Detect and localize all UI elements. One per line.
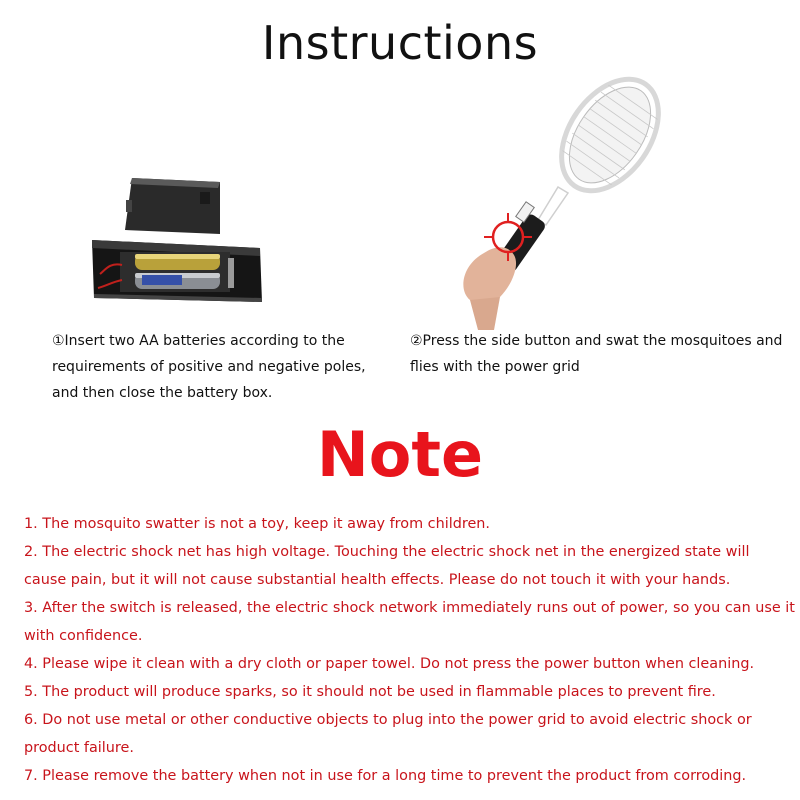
swatter-hand-icon — [450, 75, 680, 330]
step-2-caption: ②Press the side button and swat the mosquitoes and flies with the power grid — [410, 333, 783, 375]
note-heading: Note — [316, 418, 484, 491]
note-list — [24, 510, 796, 790]
note-item: 6. Do not use metal or other conductive objects to plug into the power grid to avoid electric shock or product failure. — [24, 712, 752, 756]
note-item: 1. The mosquito swatter is not a toy, keep it away from children. — [24, 516, 490, 532]
note-item: 2. The electric shock net has high voltage. Touching the electric shock net in the energized state will cause pain, but it will not cause substantial health effects. Please do not touch it with your hands. — [24, 544, 750, 588]
note-item: 3. After the switch is released, the electric shock network immediately runs out of power, so you can use it with confidence. — [24, 600, 795, 644]
page-title: Instructions — [261, 16, 539, 70]
step-1-caption: ①Insert two AA batteries according to the requirements of positive and negative poles, and then close the battery box. — [52, 333, 366, 401]
battery-box-icon — [80, 170, 280, 320]
note-item: 5. The product will produce sparks, so it should not be used in flammable places to prevent fire. — [24, 684, 716, 700]
note-item: 4. Please wipe it clean with a dry cloth or paper towel. Do not press the power button when cleaning. — [24, 656, 755, 672]
note-item: 7. Please remove the battery when not in use for a long time to prevent the product from corroding. — [24, 768, 747, 784]
